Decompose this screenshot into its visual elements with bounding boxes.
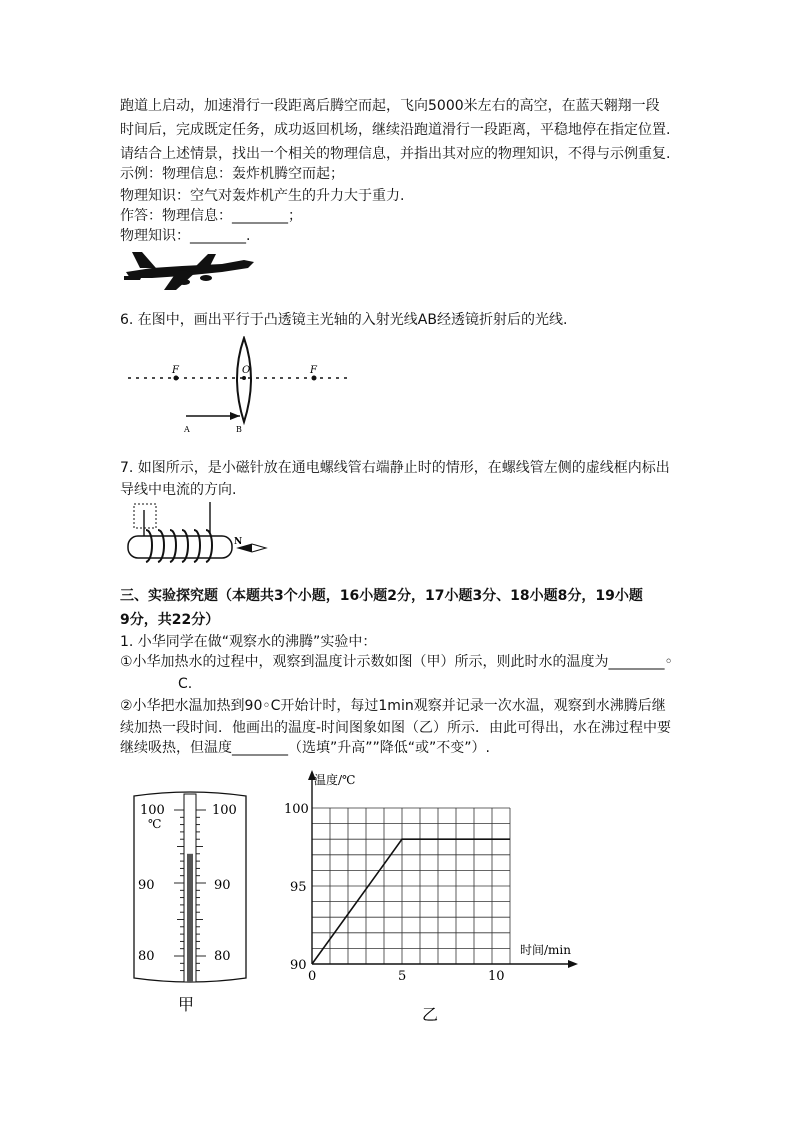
right-label-80: 80 <box>214 949 231 964</box>
plane-text-line-2: 时间后，完成既定任务，成功返回机场，继续沿跑道滑行一段距离，平稳地停在指定位置. <box>120 122 671 138</box>
question-6-text: 6. 在图中，画出平行于凸透镜主光轴的入射光线AB经透镜折射后的光线. <box>120 312 568 328</box>
question-7-line-2: 导线中电流的方向. <box>120 482 237 498</box>
point-a-label: A <box>184 425 190 434</box>
bomber-image <box>122 246 258 292</box>
needle-n-label: N <box>234 537 243 547</box>
section-3-heading-line-1: 三、实验探究题（本题共3个小题，16小题2分，17小题3分、18小题8分，19小题 <box>120 588 643 604</box>
right-label-100: 100 <box>212 803 237 818</box>
experiment-1-part-1-unit: C. <box>178 676 193 692</box>
chart-grid <box>312 808 510 964</box>
experiment-1-title: 1. 小华同学在做“观察水的沸腾”实验中： <box>120 634 377 650</box>
y-tick-label: 95 <box>290 880 307 895</box>
optical-center-label: O <box>242 365 251 376</box>
section-3-heading-line-2: 9分，共22分） <box>120 612 220 628</box>
left-label-100: 100 <box>140 803 165 818</box>
focus-left-label: F <box>172 365 179 376</box>
plane-text-line-1: 跑道上启动，加速滑行一段距离后腾空而起，飞向5000米左右的高空，在蓝天翱翔一段 <box>120 98 660 114</box>
experiment-1-part-2-line-2: 续加热一段时间．他画出的温度-时间图象如图（乙）所示．由此可得出，水在沸过程中要 <box>120 720 672 736</box>
question-7-line-1: 7. 如图所示，是小磁针放在通电螺线管右端静止时的情形，在螺线管左侧的虚线框内标出 <box>120 460 670 476</box>
mercury-column <box>187 854 193 982</box>
experiment-1-part-2-line-1: ②小华把水温加热到90◦C开始计时，每过1min观察并记录一次水温，观察到水沸腾后继 <box>120 698 666 714</box>
plane-answer-knowledge: 物理知识：________. <box>120 228 251 244</box>
x-tick-label: 5 <box>398 969 407 984</box>
right-label-90: 90 <box>214 878 231 893</box>
dashed-box <box>134 504 156 528</box>
convex-lens-figure <box>124 336 354 436</box>
left-label-90: 90 <box>138 878 155 893</box>
x-tick-label: 10 <box>488 969 505 984</box>
plane-text-line-3: 请结合上述情景，找出一个相关的物理信息，并指出其对应的物理知识，不得与示例重复. <box>120 146 671 162</box>
y-axis-label: 温度/℃ <box>314 773 356 787</box>
x-axis-label: 时间/min <box>520 943 571 957</box>
experiment-1-part-1: ①小华加热水的过程中，观察到温度计示数如图（甲）所示，则此时水的温度为________◦ <box>120 654 673 670</box>
solenoid-core <box>128 536 232 558</box>
focus-right-label: F <box>310 365 317 376</box>
point-b-label: B <box>236 425 242 434</box>
solenoid-figure <box>124 500 274 570</box>
left-label-80: 80 <box>138 949 155 964</box>
thermometer-figure <box>126 788 254 1018</box>
thermometer-unit: ℃ <box>148 817 162 831</box>
plane-example-knowledge: 物理知识：空气对轰炸机产生的升力大于重力. <box>120 188 405 204</box>
x-tick-label: 0 <box>308 969 317 984</box>
plane-example-info: 示例：物理信息：轰炸机腾空而起； <box>120 166 344 182</box>
plane-answer-info: 作答：物理信息：________； <box>120 208 302 224</box>
thermometer-caption: 甲 <box>178 995 195 1014</box>
y-tick-label: 90 <box>290 958 307 973</box>
temperature-time-graph <box>282 768 602 1030</box>
x-axis-arrow-icon <box>568 960 578 968</box>
ray-arrow-icon <box>230 412 240 420</box>
y-tick-label: 100 <box>284 802 309 817</box>
experiment-1-part-2-line-3: 继续吸热，但温度________（选填”升高””降低“或”不变”）. <box>120 740 490 756</box>
graph-caption: 乙 <box>422 1005 439 1024</box>
